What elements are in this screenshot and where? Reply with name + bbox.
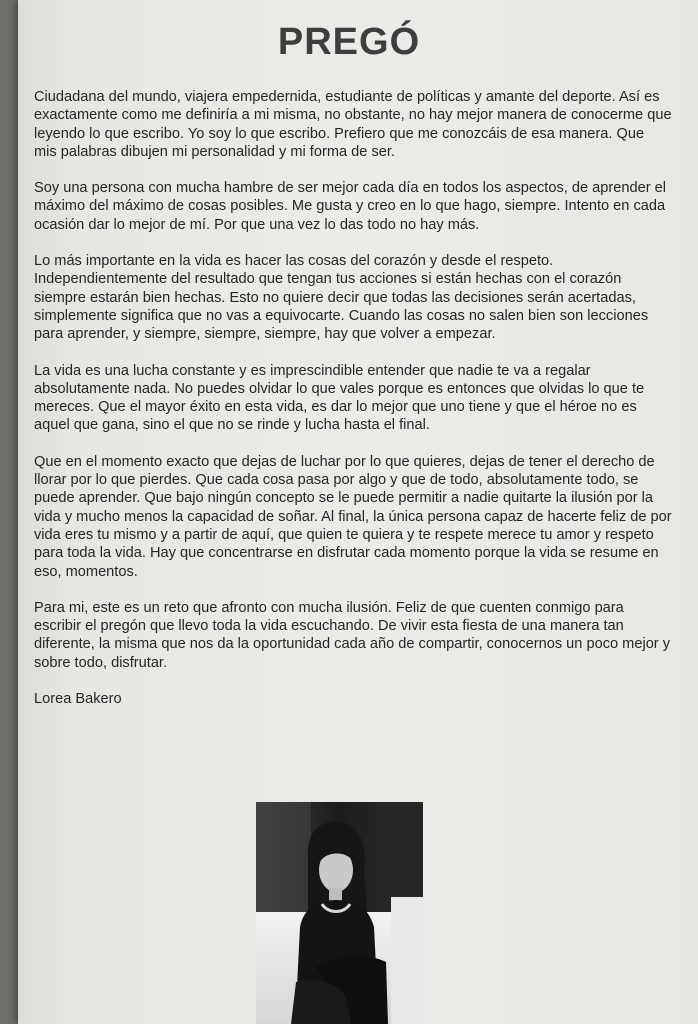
text-line: diferente, la misma que nos da la oportunidad cada año de compartir, conocernos un poco mejor y bbox=[34, 636, 671, 653]
text-line: máximo del máximo de cosas posibles. Me gusta y creo en lo que hago, siempre. Intento en cada bbox=[34, 198, 666, 215]
text-line: eso, momentos. bbox=[34, 563, 138, 580]
paragraph-6 bbox=[34, 599, 671, 672]
text-line: Que en el momento exacto que dejas de luchar por lo que quieres, dejas de tener el derecho de bbox=[34, 453, 655, 470]
text-line: Ciudadana del mundo, viajera empedernida, estudiante de políticas y amante del deporte. Así es bbox=[34, 89, 660, 105]
text-line: mis palabras dibujen mi personalidad y mi forma de ser. bbox=[34, 143, 395, 160]
text-line: siempre estarán bien hechas. Esto no quiere decir que todas las decisiones serán acertadas, bbox=[34, 289, 636, 306]
text-line: escribir el pregón que llevo toda la vida escuchando. De vivir esta fiesta de una manera tan bbox=[34, 618, 624, 635]
text-line: absolutamente nada. No puedes olvidar lo que vales porque es entonces que olvidas lo que te bbox=[34, 380, 645, 397]
paragraph-5 bbox=[34, 453, 672, 581]
text-line: Soy una persona con mucha hambre de ser mejor cada día en todos los aspectos, de aprender el bbox=[34, 180, 666, 197]
text-line: para aprender, y siempre, siempre, siempre, hay que volver a empezar. bbox=[34, 326, 496, 343]
body-text bbox=[34, 88, 672, 708]
text-line: Para mi, este es un reto que afronto con mucha ilusión. Feliz de que cuenten conmigo para bbox=[34, 599, 624, 616]
text-line: leyendo lo que escribo. Yo soy lo que escribo. Prefiero que me conozcáis de esa manera. Que bbox=[34, 125, 645, 142]
text-line: sobre todo, disfrutar. bbox=[34, 654, 168, 671]
text-line: llorar por lo que pierdes. Que cada cosa pasa por algo y que de todo, absolutamente todo, se bbox=[34, 472, 639, 489]
text-line: La vida es una lucha constante y es imprescindible entender que nadie te va a regalar bbox=[34, 362, 591, 379]
text-line: Lo más importante en la vida es hacer las cosas del corazón y desde el respeto. bbox=[34, 253, 554, 270]
text-line: mereces. Que el mayor éxito en esta vida, es dar lo mejor que uno tiene y que el héroe no es bbox=[34, 399, 637, 416]
paragraph-1 bbox=[34, 88, 672, 161]
text-line: simplemente significa que no vas a equivocarte. Cuando las cosas no salen bien son lecciones bbox=[34, 307, 649, 324]
page-title: PREGÓ bbox=[277, 21, 421, 64]
text-line: vida y mucho menos la capacidad de soñar. Al final, la única persona capaz de hacerte feliz de por bbox=[34, 508, 672, 525]
paragraph-4 bbox=[34, 362, 664, 435]
text-line: exactamente como me definiría a mi misma, no obstante, no hay mejor manera de conocerme que bbox=[34, 107, 672, 124]
signature: Lorea Bakero bbox=[34, 691, 122, 708]
text-line: puede aprender. Que bajo ningún concepto se le puede permitir a nadie quitarte la ilusión por la bbox=[34, 490, 654, 507]
text-line: Independientemente del resultado que tengan tus acciones si están hechas con el corazón bbox=[34, 271, 622, 288]
paragraph-2 bbox=[34, 179, 664, 234]
portrait-photo bbox=[256, 802, 423, 1024]
paragraph-3 bbox=[34, 252, 664, 343]
text-line: vida eres tu mismo y a partir de aquí, que quien te quiera y te respete merece tu amor y respeto bbox=[34, 526, 654, 543]
text-line: ocasión dar lo mejor de mí. Por que una vez lo das todo no hay más. bbox=[34, 216, 480, 233]
text-line: aquel que gana, sino el que no se rinde y lucha hasta el final. bbox=[34, 417, 430, 434]
text-line: para toda la vida. Hay que concentrarse en disfrutar cada momento porque la vida se resume en bbox=[34, 545, 659, 562]
